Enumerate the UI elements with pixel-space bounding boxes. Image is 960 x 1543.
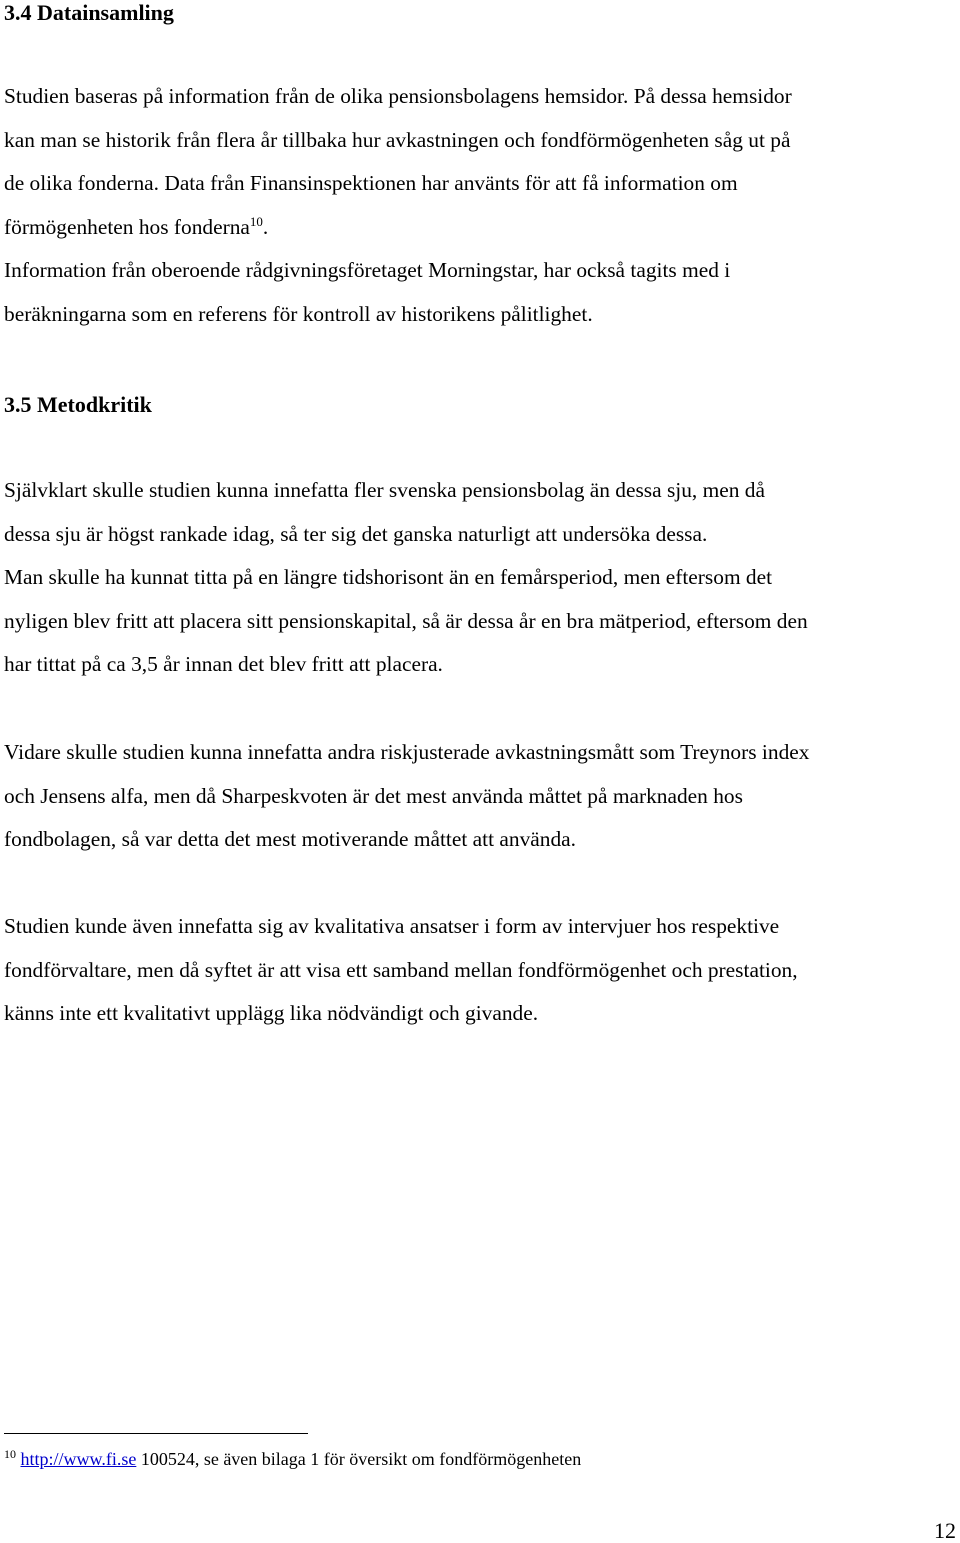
text-line: Vidare skulle studien kunna innefatta andra riskjusterade avkastningsmått som Treynors index — [4, 740, 810, 764]
section-heading-metodkritik: 3.5 Metodkritik — [4, 392, 152, 417]
paragraph-datainsamling — [4, 75, 960, 337]
text-line: Studien baseras på information från de olika pensionsbolagens hemsidor. På dessa hemsidor — [4, 84, 792, 108]
text-line: dessa sju är högst rankade idag, så ter sig det ganska naturligt att undersöka dessa. — [4, 521, 708, 546]
footnote — [4, 1447, 581, 1471]
footnote-reference[interactable]: 10 — [249, 213, 263, 229]
footnote-number: 10 — [4, 1447, 16, 1461]
paragraph-metodkritik-3 — [4, 905, 960, 1036]
text-line: Information från oberoende rådgivningsföretaget Morningstar, har också tagits med i — [4, 258, 731, 283]
text-line-with-footnote — [4, 206, 960, 250]
text-line: nyligen blev fritt att placera sitt pensionskapital, så är dessa år en bra mätperiod, eftersom den — [4, 608, 808, 633]
section-heading-datainsamling: 3.4 Datainsamling — [4, 0, 174, 25]
paragraph-metodkritik-2 — [4, 731, 960, 862]
text-line: kan man se historik från flera år tillbaka hur avkastningen och fondförmögenheten såg ut på — [4, 127, 791, 152]
text-line: beräkningarna som en referens för kontroll av historikens pålitlighet. — [4, 301, 593, 326]
text-fragment: . — [262, 214, 269, 239]
page-number: 12 — [934, 1518, 956, 1543]
text-fragment: förmögenheten hos fonderna — [4, 214, 250, 239]
text-line: de olika fonderna. Data från Finansinspektionen har använts för att få information om — [4, 171, 738, 196]
text-line: fondförvaltare, men då syftet är att visa ett samband mellan fondförmögenhet och prestation, — [4, 957, 798, 982]
text-line: Självklart skulle studien kunna innefatta fler svenska pensionsbolag än dessa sju, men då — [4, 478, 765, 502]
text-line: och Jensens alfa, men då Sharpeskvoten är det mest använda måttet på marknaden hos — [4, 783, 743, 808]
text-line: Studien kunde även innefatta sig av kvalitativa ansatser i form av intervjuer hos respektive — [4, 914, 780, 938]
text-line: känns inte ett kvalitativt upplägg lika nödvändigt och givande. — [4, 1001, 539, 1026]
text-line: fondbolagen, så var detta det mest motiverande måttet att använda. — [4, 827, 576, 852]
text-line: har tittat på ca 3,5 år innan det blev fritt att placera. — [4, 652, 443, 677]
footnote-text: 100524, se även bilaga 1 för översikt om fondförmögenheten — [136, 1449, 582, 1469]
footnote-divider — [4, 1433, 308, 1434]
footnote-link[interactable]: http://www.fi.se — [20, 1449, 137, 1469]
paragraph-metodkritik-1 — [4, 469, 960, 687]
text-line: Man skulle ha kunnat titta på en längre tidshorisont än en femårsperiod, men eftersom det — [4, 565, 773, 590]
